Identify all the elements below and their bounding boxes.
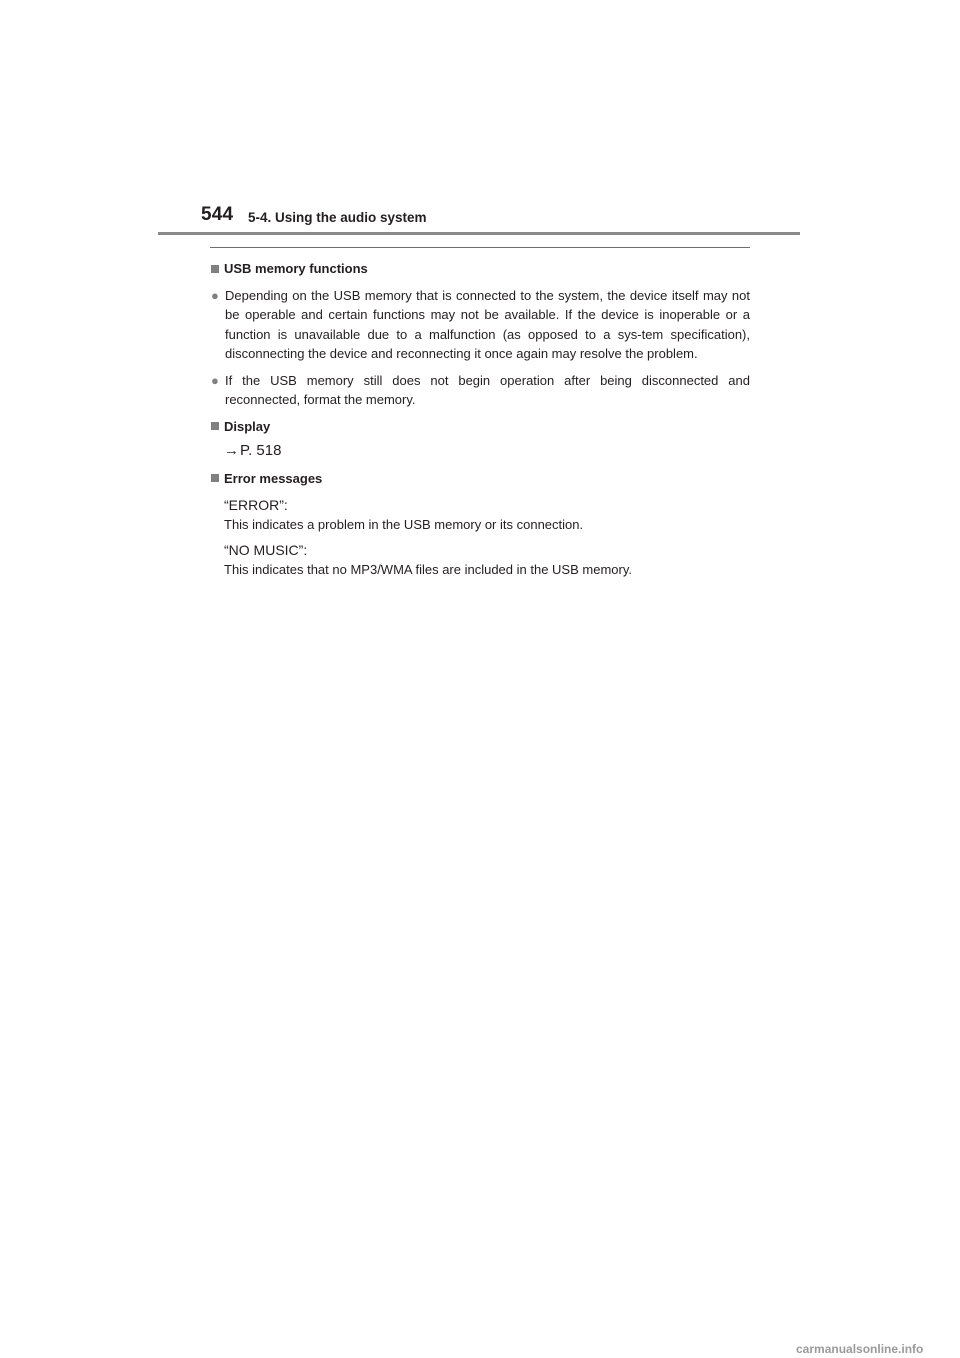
error-description: This indicates a problem in the USB memory or its connection.	[224, 517, 584, 532]
list-item-text: Depending on the USB memory that is connected to the system, the device itself may not be operable and certain functions may not be available. If the device is inoperable or a function is unavailable due to a malfunction (as opposed to a sys-tem specification), disconnecting the device and reconnecting it once again may resolve the problem.	[225, 287, 750, 361]
display-section	[210, 417, 750, 461]
section-heading	[210, 469, 750, 489]
list-item-text: If the USB memory still does not begin operation after being disconnected and reconnected, format the memory.	[225, 372, 750, 407]
error-message-item	[224, 495, 750, 534]
section-heading	[210, 417, 750, 437]
error-code: “ERROR”:	[224, 497, 288, 513]
header-rule	[158, 232, 800, 235]
error-message-item	[224, 540, 750, 579]
page-header	[0, 0, 960, 240]
section-heading	[210, 259, 750, 279]
circle-bullet-icon: ●	[211, 287, 219, 303]
section-title: 5-4. Using the audio system	[248, 210, 427, 225]
error-description: This indicates that no MP3/WMA files are included in the USB memory.	[224, 562, 632, 577]
page-reference-link[interactable]	[224, 441, 750, 461]
square-bullet-icon	[211, 474, 219, 482]
page-number: 544	[201, 204, 234, 225]
arrow-right-icon: →	[224, 442, 239, 459]
heading-text: Display	[224, 418, 271, 434]
list-item	[210, 286, 750, 364]
square-bullet-icon	[211, 422, 219, 430]
list-item	[210, 371, 750, 410]
content-divider	[210, 247, 750, 248]
circle-bullet-icon: ●	[211, 372, 219, 388]
page-content	[210, 259, 750, 585]
heading-text: Error messages	[224, 470, 323, 486]
heading-text: USB memory functions	[224, 261, 368, 276]
usb-memory-section	[210, 259, 750, 410]
square-bullet-icon	[211, 265, 219, 273]
error-messages-section	[210, 469, 750, 580]
watermark: carmanualsonline.info	[796, 1342, 924, 1356]
error-code: “NO MUSIC”:	[224, 542, 308, 558]
page-reference-text: P. 518	[240, 442, 282, 459]
